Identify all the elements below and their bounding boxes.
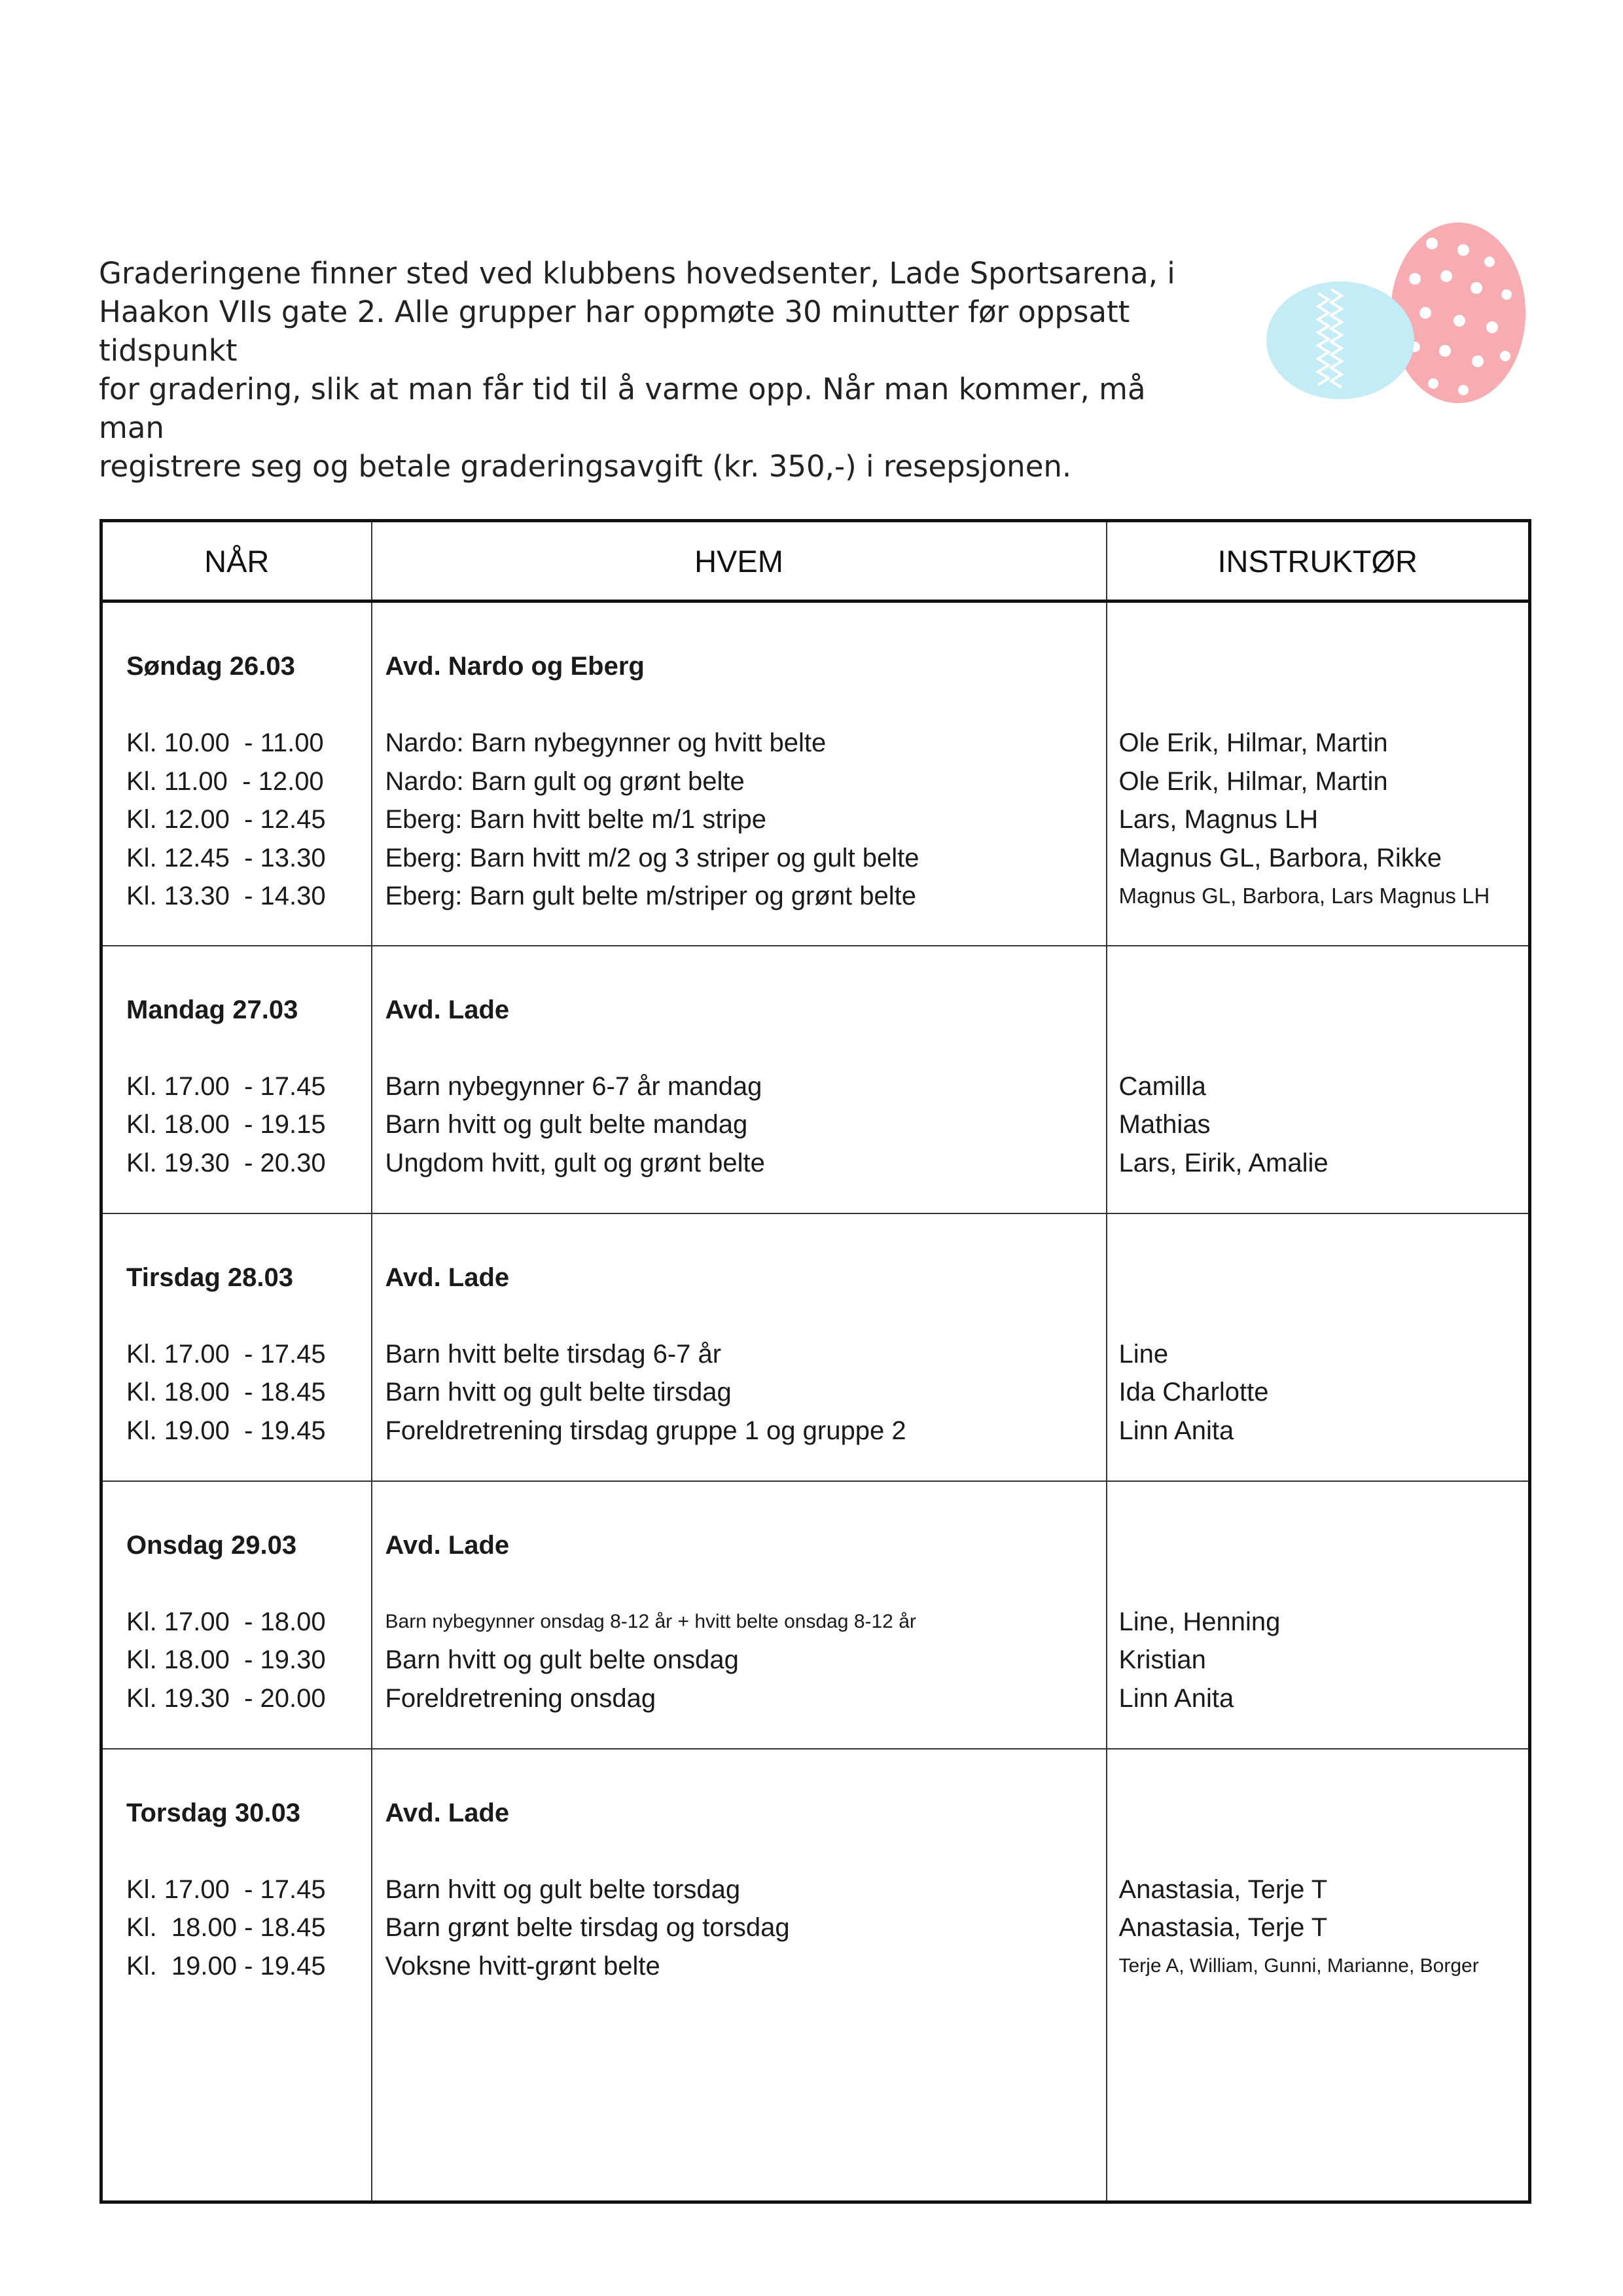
when-cell bbox=[101, 1749, 372, 2202]
blue-egg-icon bbox=[1266, 281, 1414, 399]
time-slot: Kl. 17.00 - 17.45 bbox=[126, 1071, 326, 1101]
location: Avd. Lade bbox=[385, 995, 510, 1024]
day-date: Onsdag 29.03 bbox=[126, 1530, 297, 1560]
time-slot: Kl. 19.30 - 20.30 bbox=[126, 1148, 326, 1177]
table-header-row bbox=[101, 521, 1530, 601]
time-slot: Kl. 12.00 - 12.45 bbox=[126, 805, 326, 834]
table-row-wednesday bbox=[101, 1481, 1530, 1749]
instructors: Linn Anita bbox=[1118, 1683, 1234, 1713]
time-slot: Kl. 19.30 - 20.00 bbox=[126, 1683, 326, 1713]
group: Barn hvitt og gult belte torsdag bbox=[385, 1874, 741, 1904]
group: Barn nybegynner onsdag 8-12 år + hvitt belte onsdag 8-12 år bbox=[385, 1610, 916, 1632]
time-slot: Kl. 11.00 - 12.00 bbox=[126, 766, 324, 796]
time-slot: Kl. 12.45 - 13.30 bbox=[126, 843, 326, 872]
time-slot: Kl. 13.30 - 14.30 bbox=[126, 882, 326, 910]
group: Foreldretrening onsdag bbox=[385, 1683, 656, 1713]
instructors: Ida Charlotte bbox=[1118, 1378, 1269, 1407]
intro-line: for gradering, slik at man får tid til å varme opp. Når man kommer, må man bbox=[99, 372, 1146, 445]
time-slot: Kl. 19.00 - 19.45 bbox=[126, 1416, 326, 1445]
time-slot: Kl. 19.00 - 19.45 bbox=[126, 1951, 326, 1981]
column-header-who: HVEM bbox=[372, 521, 1107, 601]
group: Nardo: Barn nybegynner og hvitt belte bbox=[385, 728, 827, 757]
when-cell bbox=[101, 1213, 372, 1481]
time-slot: Kl. 18.00 - 19.15 bbox=[126, 1110, 326, 1139]
group: Eberg: Barn hvitt belte m/1 stripe bbox=[385, 805, 766, 834]
time-slot: Kl. 17.00 - 17.45 bbox=[126, 1339, 326, 1369]
instructors: Magnus GL, Barbora, Rikke bbox=[1118, 843, 1442, 872]
instructor-cell bbox=[1107, 1213, 1530, 1481]
time-slot: Kl. 17.00 - 17.45 bbox=[126, 1874, 326, 1904]
instructors: Anastasia, Terje T bbox=[1118, 1913, 1328, 1942]
instructors: Terje A, William, Gunni, Marianne, Borger bbox=[1118, 1954, 1479, 1977]
table-row-sunday bbox=[101, 601, 1530, 946]
time-slot: Kl. 10.00 - 11.00 bbox=[126, 728, 324, 757]
instructors: Ole Erik, Hilmar, Martin bbox=[1118, 766, 1388, 796]
instructors: Magnus GL, Barbora, Lars Magnus LH bbox=[1118, 884, 1490, 908]
time-slot: Kl. 17.00 - 18.00 bbox=[126, 1607, 326, 1636]
group: Barn hvitt og gult belte tirsdag bbox=[385, 1378, 732, 1407]
instructors: Lars, Eirik, Amalie bbox=[1118, 1148, 1329, 1177]
when-cell bbox=[101, 946, 372, 1213]
group: Foreldretrening tirsdag gruppe 1 og gruppe 2 bbox=[385, 1416, 906, 1445]
instructor-cell bbox=[1107, 601, 1530, 946]
when-cell bbox=[101, 601, 372, 946]
instructors: Camilla bbox=[1118, 1071, 1206, 1101]
who-cell bbox=[372, 1213, 1107, 1481]
day-date: Søndag 26.03 bbox=[126, 652, 295, 681]
instructors: Line bbox=[1118, 1339, 1169, 1369]
instructors: Anastasia, Terje T bbox=[1118, 1874, 1328, 1904]
intro-line: Haakon VIIs gate 2. Alle grupper har oppmøte 30 minutter før oppsatt tidspunkt bbox=[99, 295, 1130, 368]
instructors: Linn Anita bbox=[1118, 1416, 1234, 1445]
who-cell bbox=[372, 1749, 1107, 2202]
location: Avd. Lade bbox=[385, 1798, 510, 1827]
instructor-cell bbox=[1107, 946, 1530, 1213]
time-slot: Kl. 18.00 - 18.45 bbox=[126, 1378, 326, 1407]
instructor-cell bbox=[1107, 1749, 1530, 2202]
intro-text bbox=[99, 254, 1211, 486]
time-slot: Kl. 18.00 - 19.30 bbox=[126, 1645, 326, 1674]
group: Voksne hvitt-grønt belte bbox=[385, 1951, 660, 1981]
location: Avd. Nardo og Eberg bbox=[385, 652, 645, 681]
grading-schedule-table bbox=[99, 519, 1531, 2204]
group: Barn hvitt og gult belte onsdag bbox=[385, 1645, 739, 1674]
group: Nardo: Barn gult og grønt belte bbox=[385, 766, 745, 796]
day-date: Tirsdag 28.03 bbox=[126, 1263, 293, 1292]
location: Avd. Lade bbox=[385, 1263, 510, 1292]
location: Avd. Lade bbox=[385, 1530, 510, 1560]
easter-eggs-icon bbox=[1263, 216, 1538, 412]
instructors: Mathias bbox=[1118, 1110, 1211, 1139]
group: Ungdom hvitt, gult og grønt belte bbox=[385, 1148, 765, 1177]
instructor-cell bbox=[1107, 1481, 1530, 1749]
column-header-instructor: INSTRUKTØR bbox=[1107, 521, 1530, 601]
who-cell bbox=[372, 601, 1107, 946]
instructors: Ole Erik, Hilmar, Martin bbox=[1118, 728, 1388, 757]
instructors: Line, Henning bbox=[1118, 1607, 1281, 1636]
column-header-when: NÅR bbox=[101, 521, 372, 601]
instructors: Kristian bbox=[1118, 1645, 1206, 1674]
table-row-monday bbox=[101, 946, 1530, 1213]
group: Barn grønt belte tirsdag og torsdag bbox=[385, 1913, 790, 1942]
day-date: Mandag 27.03 bbox=[126, 995, 298, 1024]
group: Barn hvitt og gult belte mandag bbox=[385, 1110, 748, 1139]
group: Barn nybegynner 6-7 år mandag bbox=[385, 1071, 762, 1101]
group: Barn hvitt belte tirsdag 6-7 år bbox=[385, 1339, 722, 1369]
instructors: Lars, Magnus LH bbox=[1118, 805, 1319, 834]
time-slot: Kl. 18.00 - 18.45 bbox=[126, 1913, 326, 1942]
who-cell bbox=[372, 1481, 1107, 1749]
table-row-tuesday bbox=[101, 1213, 1530, 1481]
group: Eberg: Barn hvitt m/2 og 3 striper og gult belte bbox=[385, 843, 919, 872]
who-cell bbox=[372, 946, 1107, 1213]
day-date: Torsdag 30.03 bbox=[126, 1798, 301, 1827]
intro-line: Graderingene finner sted ved klubbens hovedsenter, Lade Sportsarena, i bbox=[99, 256, 1175, 291]
when-cell bbox=[101, 1481, 372, 1749]
table-row-thursday bbox=[101, 1749, 1530, 2202]
intro-line: registrere seg og betale graderingsavgift (kr. 350,-) i resepsjonen. bbox=[99, 449, 1072, 484]
pink-egg-icon bbox=[1391, 223, 1525, 403]
group: Eberg: Barn gult belte m/striper og grønt belte bbox=[385, 882, 917, 910]
